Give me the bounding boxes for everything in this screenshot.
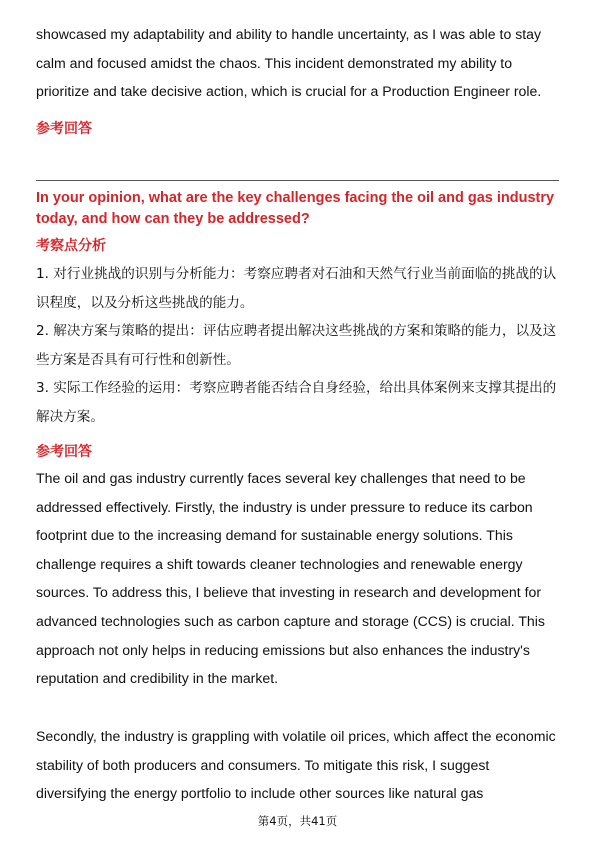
page-footer: 第4页，共41页 bbox=[257, 814, 338, 828]
reference-answer-heading: 参考回答 bbox=[36, 121, 92, 137]
analysis-point: 2. 解决方案与策略的提出：评估应聘者提出解决这些挑战的方案和策略的能力，以及这些方案是否具有可行性和创新性。 bbox=[36, 323, 557, 368]
analysis-point: 3. 实际工作经验的运用：考察应聘者能否结合自身经验，给出具体案例来支撑其提出的解决方案。 bbox=[36, 380, 557, 425]
question-heading: In your opinion, what are the key challenges facing the oil and gas industry today, and how can they be addressed? bbox=[36, 190, 555, 227]
answer-paragraph: Secondly, the industry is grappling with volatile oil prices, which affect the economic stability of both producers and consumers. To mitigate this risk, I suggest diversifying the energy portfolio to include other sources like natural gas bbox=[36, 728, 556, 802]
intro-paragraph: showcased my adaptability and ability to handle uncertainty, as I was able to stay calm and focused amidst the chaos. This incident demonstrated my ability to prioritize and take decisive action, which is crucial for a Production Engineer role. bbox=[36, 26, 542, 100]
reference-answer-heading: 参考回答 bbox=[36, 444, 92, 460]
section-divider bbox=[36, 180, 559, 181]
analysis-list bbox=[36, 260, 566, 432]
analysis-point: 1. 对行业挑战的识别与分析能力：考察应聘者对石油和天然气行业当前面临的挑战的认识程度，以及分析这些挑战的能力。 bbox=[36, 266, 557, 311]
analysis-heading: 考察点分析 bbox=[36, 238, 106, 254]
answer-paragraph: The oil and gas industry currently faces several key challenges that need to be addressed effectively. Firstly, the industry is under pressure to reduce its carbon footprint due to the increasing demand for sustainable energy solutions. This challenge requires a shift towards cleaner technologies and renewable energy sources. To address this, I believe that investing in research and development for advanced technologies such as carbon capture and storage (CCS) is crucial. This approach not only helps in reducing emissions but also enhances the industry's reputation and credibility in the market. bbox=[36, 470, 545, 687]
